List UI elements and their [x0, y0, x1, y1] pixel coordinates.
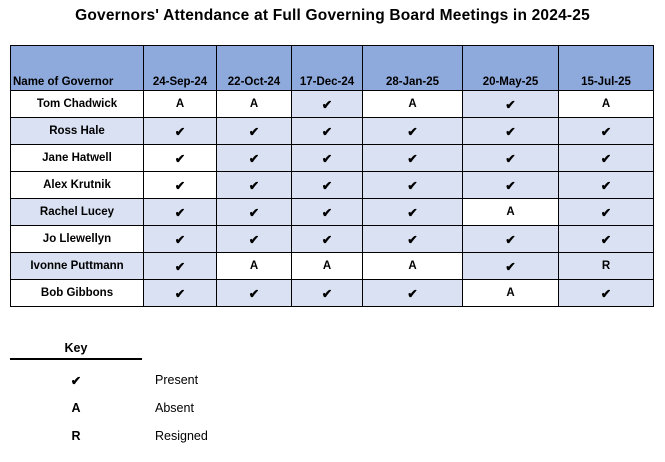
attendance-cell: ✔ [292, 172, 363, 199]
governor-name-cell: Rachel Lucey [11, 199, 144, 226]
attendance-cell: ✔ [559, 226, 654, 253]
attendance-cell: ✔ [363, 172, 463, 199]
attendance-cell: ✔ [292, 145, 363, 172]
attendance-cell: ✔ [144, 199, 217, 226]
key-symbol: A [71, 401, 81, 415]
table-row [11, 145, 654, 172]
attendance-cell: ✔ [217, 199, 292, 226]
attendance-cell: ✔ [363, 199, 463, 226]
attendance-cell: ✔ [144, 118, 217, 145]
attendance-cell: ✔ [559, 145, 654, 172]
attendance-cell: ✔ [363, 226, 463, 253]
col-header-meeting-date: 15-Jul-25 [559, 46, 654, 91]
col-header-name-of-governor: Name of Governor [11, 46, 144, 91]
table-row [11, 253, 654, 280]
governor-name-cell: Jo Llewellyn [11, 226, 144, 253]
attendance-cell: ✔ [292, 91, 363, 118]
attendance-cell: ✔ [463, 172, 559, 199]
attendance-cell: A [463, 280, 559, 307]
key-section [10, 341, 208, 450]
key-label: Resigned [155, 429, 208, 443]
attendance-cell: A [363, 91, 463, 118]
attendance-cell: ✔ [363, 118, 463, 145]
table-row [11, 172, 654, 199]
attendance-cell: ✔ [144, 145, 217, 172]
header-row [11, 46, 654, 91]
attendance-cell: ✔ [217, 226, 292, 253]
col-header-meeting-date: 28-Jan-25 [363, 46, 463, 91]
attendance-cell: ✔ [217, 280, 292, 307]
attendance-cell: ✔ [144, 226, 217, 253]
attendance-cell: ✔ [144, 280, 217, 307]
col-header-meeting-date: 24-Sep-24 [144, 46, 217, 91]
table-row [11, 199, 654, 226]
governor-name-cell: Bob Gibbons [11, 280, 144, 307]
attendance-cell: A [217, 253, 292, 280]
attendance-cell: ✔ [217, 172, 292, 199]
attendance-cell: ✔ [217, 118, 292, 145]
governor-name-cell: Alex Krutnik [11, 172, 144, 199]
table-row [11, 226, 654, 253]
key-label: Absent [155, 401, 194, 415]
key-item [10, 366, 208, 394]
col-header-meeting-date: 22-Oct-24 [217, 46, 292, 91]
key-title: Key [10, 341, 142, 360]
attendance-cell: ✔ [559, 118, 654, 145]
attendance-cell: A [463, 199, 559, 226]
governor-name-cell: Jane Hatwell [11, 145, 144, 172]
col-header-meeting-date: 17-Dec-24 [292, 46, 363, 91]
key-rows [10, 366, 208, 450]
attendance-cell: ✔ [463, 145, 559, 172]
attendance-cell: ✔ [463, 91, 559, 118]
attendance-table-body [11, 91, 654, 307]
attendance-table [10, 45, 654, 307]
attendance-cell: A [292, 253, 363, 280]
attendance-cell: ✔ [144, 172, 217, 199]
table-row [11, 91, 654, 118]
attendance-cell: A [363, 253, 463, 280]
attendance-cell: A [559, 91, 654, 118]
attendance-cell: ✔ [363, 145, 463, 172]
attendance-cell: ✔ [292, 280, 363, 307]
attendance-cell: R [559, 253, 654, 280]
attendance-cell: ✔ [559, 172, 654, 199]
attendance-cell: ✔ [292, 118, 363, 145]
attendance-cell: ✔ [463, 118, 559, 145]
attendance-cell: ✔ [559, 199, 654, 226]
attendance-cell: ✔ [217, 145, 292, 172]
table-row [11, 280, 654, 307]
col-header-meeting-date: 20-May-25 [463, 46, 559, 91]
attendance-cell: ✔ [463, 226, 559, 253]
attendance-cell: ✔ [463, 253, 559, 280]
attendance-cell: ✔ [292, 226, 363, 253]
key-label: Present [155, 373, 199, 387]
attendance-cell: ✔ [363, 280, 463, 307]
governor-name-cell: Ross Hale [11, 118, 144, 145]
governor-name-cell: Ivonne Puttmann [11, 253, 144, 280]
governor-name-cell: Tom Chadwick [11, 91, 144, 118]
page-title: Governors' Attendance at Full Governing Board Meetings in 2024-25 [75, 7, 590, 24]
key-symbol: R [71, 429, 81, 443]
attendance-cell: ✔ [559, 280, 654, 307]
key-item [10, 422, 208, 450]
attendance-cell: A [144, 91, 217, 118]
attendance-cell: ✔ [144, 253, 217, 280]
key-symbol: ✔ [70, 373, 82, 388]
attendance-cell: A [217, 91, 292, 118]
key-item [10, 394, 208, 422]
table-row [11, 118, 654, 145]
attendance-cell: ✔ [292, 199, 363, 226]
